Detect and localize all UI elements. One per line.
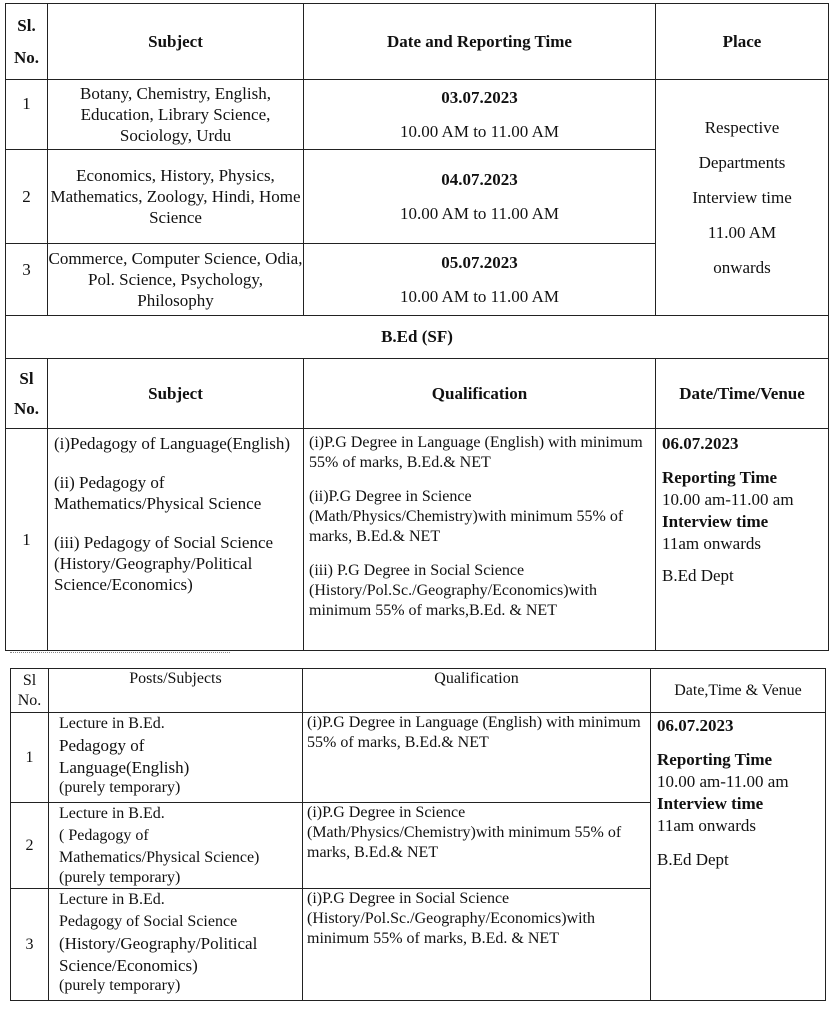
place-cell [656, 80, 829, 316]
row-post [49, 803, 303, 889]
row-qualification: (i)P.G Degree in Science (Math/Physics/Chemistry)with minimum 55% of marks, B.Ed.& NET [303, 803, 651, 889]
dtv-reporting-time: 10.00 am-11.00 am [662, 490, 794, 509]
dtv-venue: B.Ed Dept [657, 850, 729, 869]
row-sl: 3 [6, 244, 48, 316]
table-row [6, 80, 829, 150]
schedule-table [5, 3, 829, 651]
post-line: Pedagogy of [59, 736, 145, 755]
header-place: Place [656, 4, 829, 80]
row-sl: 3 [11, 889, 49, 1001]
post-line: (purely temporary) [59, 869, 181, 886]
dtv-interview-time: 11am onwards [662, 534, 761, 553]
row-date-value: 03.07.2023 [441, 87, 518, 107]
post-line: Lecture in B.Ed. [59, 715, 165, 732]
row-sl: 1 [11, 713, 49, 803]
header-qualification: Qualification [304, 359, 656, 429]
row-time-value: 10.00 AM to 11.00 AM [399, 121, 559, 141]
dtv-date: 06.07.2023 [657, 716, 734, 735]
qualification-item: (iii) P.G Degree in Social Science (History/Pol.Sc./Geography/Economics)with minimum 55% of marks,B.Ed. & NET [309, 562, 597, 619]
row-sl: 1 [6, 429, 48, 651]
place-line: 11.00 AM [707, 223, 777, 242]
row-time-value: 10.00 AM to 11.00 AM [399, 286, 559, 306]
row-date [304, 150, 656, 244]
header-subject: Subject [48, 4, 304, 80]
header-date: Date and Reporting Time [304, 4, 656, 80]
post-line: (purely temporary) [59, 977, 181, 994]
row-date-value: 04.07.2023 [441, 169, 518, 189]
qualification-item: (i)P.G Degree in Language (English) with minimum 55% of marks, B.Ed.& NET [309, 434, 643, 471]
dtv-cell [651, 713, 826, 1001]
row-subjects [48, 429, 304, 651]
row-post [49, 889, 303, 1001]
place-line: Interview time [692, 188, 792, 207]
subject-item: (iii) Pedagogy of Social Science (History/Geography/Political Science/Economics) [54, 533, 274, 594]
post-line: Pedagogy of Social Science [59, 913, 238, 930]
dtv-venue: B.Ed Dept [662, 566, 734, 585]
header-sl: Sl. No. [6, 4, 48, 80]
dtv-reporting-time: 10.00 am-11.00 am [657, 772, 789, 791]
post-line: Language(English) [59, 758, 190, 777]
header-sl: Sl No. [11, 669, 49, 713]
post-line: Lecture in B.Ed. [59, 805, 165, 822]
subject-item: (i)Pedagogy of Language(English) [54, 434, 291, 453]
row-sl: 2 [6, 150, 48, 244]
header-dtv: Date/Time/Venue [656, 359, 829, 429]
dtv-interview-label: Interview time [657, 794, 764, 813]
post-line: Lecture in B.Ed. [59, 891, 165, 908]
row-date [304, 244, 656, 316]
post-line: (History/Geography/Political Science/Economics) [59, 934, 258, 975]
scan-divider [10, 652, 230, 659]
header-qualification: Qualification [303, 669, 651, 713]
header-sl: Sl No. [6, 359, 48, 429]
row-time-value: 10.00 AM to 11.00 AM [399, 203, 559, 223]
row-date-time-venue [656, 429, 829, 651]
place-line: Respective [704, 118, 780, 137]
row-subject: Botany, Chemistry, English, Education, Library Science, Sociology, Urdu [48, 80, 304, 150]
row-sl: 1 [6, 80, 48, 150]
row-subject: Economics, History, Physics, Mathematics, Zoology, Hindi, Home Science [48, 150, 304, 244]
section-title-row [6, 316, 829, 359]
dtv-date: 06.07.2023 [662, 434, 739, 453]
table-header-row [6, 359, 829, 429]
qualification-item: (ii)P.G Degree in Science (Math/Physics/Chemistry)with minimum 55% of marks, B.Ed.& NET [309, 488, 624, 545]
subject-item: (ii) Pedagogy of Mathematics/Physical Science [54, 473, 262, 513]
row-qualifications [304, 429, 656, 651]
lecture-posts-table [10, 668, 826, 1001]
table-row [11, 713, 826, 803]
row-date-value: 05.07.2023 [441, 252, 518, 272]
place-line: onwards [713, 258, 771, 277]
row-subject: Commerce, Computer Science, Odia, Pol. Science, Psychology, Philosophy [48, 244, 304, 316]
row-date [304, 80, 656, 150]
row-qualification: (i)P.G Degree in Language (English) with minimum 55% of marks, B.Ed.& NET [303, 713, 651, 803]
place-line: Departments [698, 153, 786, 172]
dtv-reporting-label: Reporting Time [657, 750, 773, 769]
post-line: Mathematics/Physical Science) [59, 849, 260, 866]
header-dtv: Date,Time & Venue [651, 669, 826, 713]
table-header-row [6, 4, 829, 80]
table-header-row [11, 669, 826, 713]
post-line: ( Pedagogy of [59, 827, 149, 844]
dtv-interview-time: 11am onwards [657, 816, 756, 835]
dtv-interview-label: Interview time [662, 512, 769, 531]
header-posts: Posts/Subjects [49, 669, 303, 713]
row-sl: 2 [11, 803, 49, 889]
header-subject: Subject [48, 359, 304, 429]
row-qualification: (i)P.G Degree in Social Science (History/Pol.Sc./Geography/Economics)with minimum 55% of marks, B.Ed. & NET [303, 889, 651, 1001]
dtv-reporting-label: Reporting Time [662, 468, 778, 487]
table-row [6, 429, 829, 651]
post-line: (purely temporary) [59, 779, 181, 796]
section-title: B.Ed (SF) [6, 316, 829, 359]
row-post [49, 713, 303, 803]
